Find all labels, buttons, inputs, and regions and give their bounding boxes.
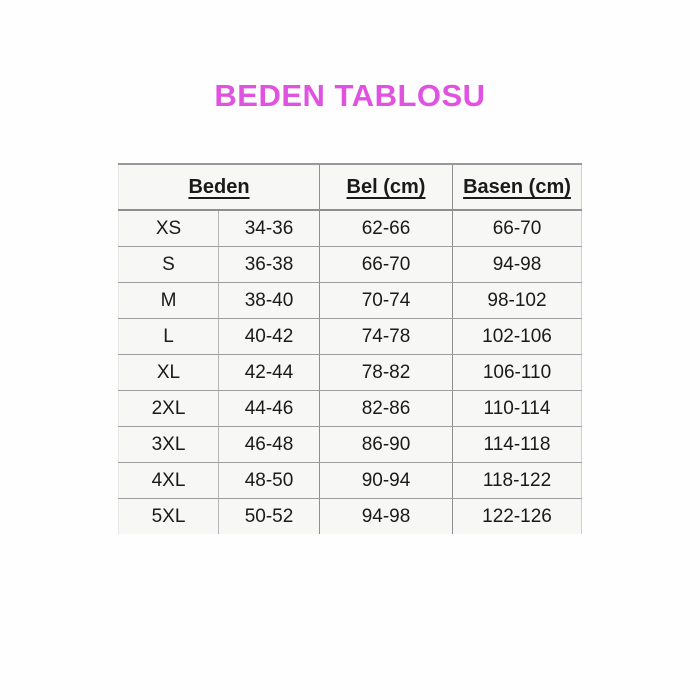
cell-beden-range: 44-46 [219, 391, 320, 427]
column-header-basen-label: Basen (cm) [463, 175, 571, 198]
cell-beden-range: 48-50 [219, 463, 320, 499]
table-row [119, 463, 582, 499]
cell-beden-range: 38-40 [219, 283, 320, 319]
header-row [119, 164, 582, 210]
column-header-bel-label: Bel (cm) [346, 175, 426, 198]
cell-basen-range: 66-70 [453, 210, 582, 247]
cell-basen-range: 106-110 [453, 355, 582, 391]
cell-bel-range: 70-74 [320, 283, 453, 319]
cell-bel-range: 90-94 [320, 463, 453, 499]
size-chart-table [118, 163, 582, 534]
cell-size-label: 3XL [119, 427, 219, 463]
cell-basen-range: 118-122 [453, 463, 582, 499]
cell-size-label: M [119, 283, 219, 319]
cell-bel-range: 74-78 [320, 319, 453, 355]
column-header-beden [119, 164, 320, 210]
cell-size-label: XS [119, 210, 219, 247]
cell-bel-range: 94-98 [320, 499, 453, 535]
table-row [119, 247, 582, 283]
cell-beden-range: 34-36 [219, 210, 320, 247]
cell-size-label: XL [119, 355, 219, 391]
table-row [119, 210, 582, 247]
cell-beden-range: 40-42 [219, 319, 320, 355]
cell-bel-range: 86-90 [320, 427, 453, 463]
cell-size-label: 4XL [119, 463, 219, 499]
cell-basen-range: 94-98 [453, 247, 582, 283]
column-header-beden-label: Beden [188, 175, 250, 198]
cell-basen-range: 98-102 [453, 283, 582, 319]
page-title: BEDEN TABLOSU [214, 78, 486, 113]
table-row [119, 355, 582, 391]
cell-size-label: 2XL [119, 391, 219, 427]
cell-bel-range: 62-66 [320, 210, 453, 247]
table-row [119, 499, 582, 535]
cell-bel-range: 66-70 [320, 247, 453, 283]
column-header-bel [320, 164, 453, 210]
cell-beden-range: 42-44 [219, 355, 320, 391]
table-row [119, 283, 582, 319]
cell-size-label: 5XL [119, 499, 219, 535]
cell-size-label: S [119, 247, 219, 283]
cell-basen-range: 122-126 [453, 499, 582, 535]
cell-basen-range: 114-118 [453, 427, 582, 463]
cell-bel-range: 82-86 [320, 391, 453, 427]
table-row [119, 427, 582, 463]
cell-beden-range: 50-52 [219, 499, 320, 535]
cell-basen-range: 102-106 [453, 319, 582, 355]
cell-size-label: L [119, 319, 219, 355]
cell-bel-range: 78-82 [320, 355, 453, 391]
table-row [119, 319, 582, 355]
cell-beden-range: 46-48 [219, 427, 320, 463]
column-header-basen [453, 164, 582, 210]
cell-beden-range: 36-38 [219, 247, 320, 283]
table-row [119, 391, 582, 427]
cell-basen-range: 110-114 [453, 391, 582, 427]
